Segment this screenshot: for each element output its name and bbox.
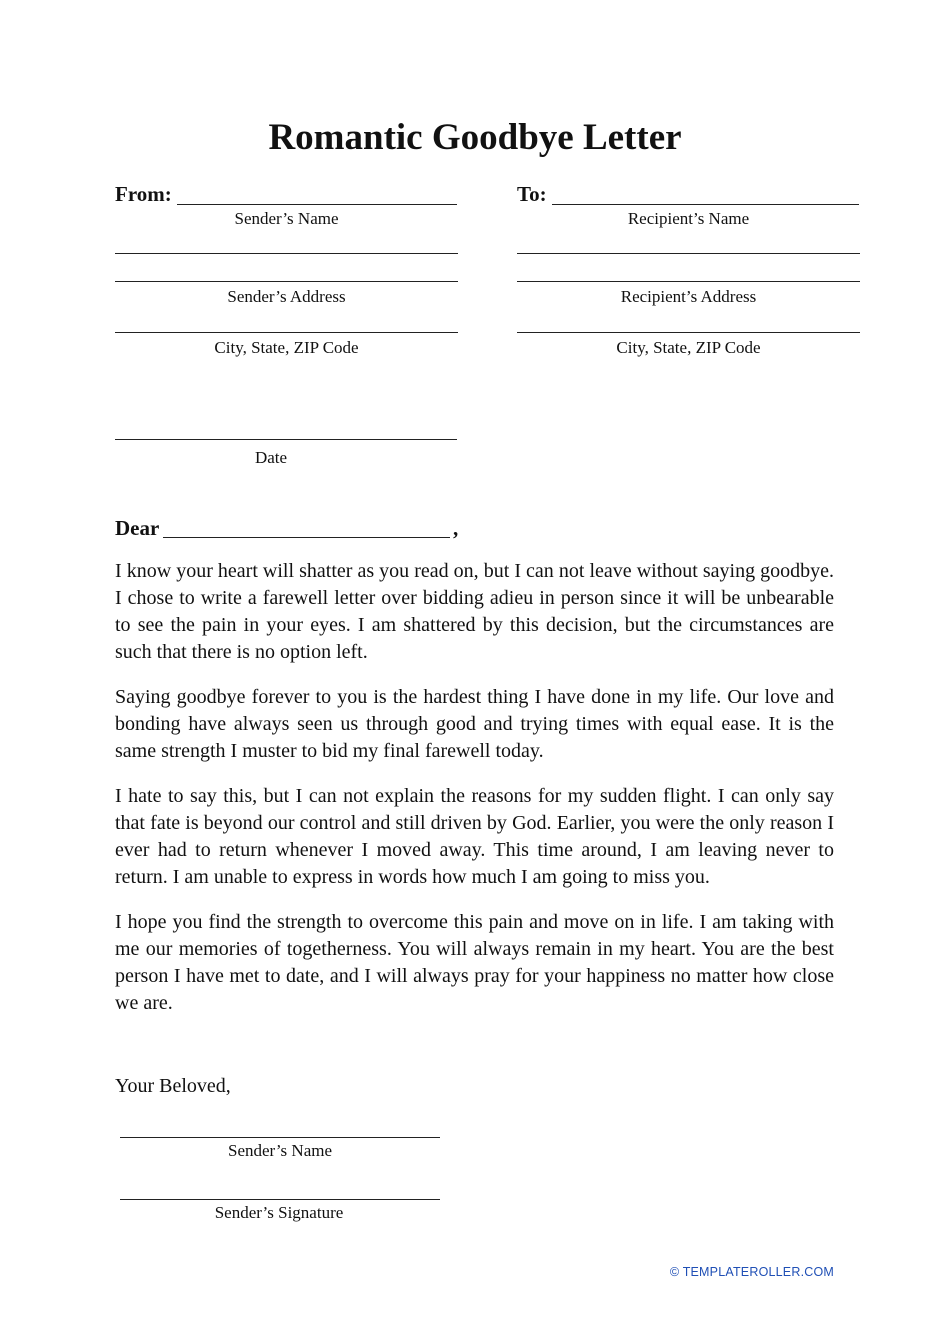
copyright-icon: © <box>669 1265 680 1279</box>
salutation-name-field[interactable] <box>163 537 450 538</box>
recipient-city-field[interactable] <box>517 332 860 333</box>
signature-name-caption: Sender’s Name <box>227 1141 333 1160</box>
sender-city-caption: City, State, ZIP Code <box>214 338 359 357</box>
sender-name-field[interactable] <box>177 204 457 205</box>
to-label: To: <box>517 182 547 206</box>
closing-text: Your Beloved, <box>115 1075 231 1097</box>
body-paragraph: I hope you find the strength to overcome this pain and move on in life. I am taking with me our memories of togetherness. You will always remain in my heart. You are the best person I have met to date, and I will always pray for your happiness no matter how close we are. <box>115 911 834 1014</box>
salutation-comma: , <box>453 516 459 540</box>
body-paragraph: I know your heart will shatter as you read on, but I can not leave without saying goodbye. I chose to write a farewell letter over bidding adieu in person since it will be unbearable to see the pain in your eyes. I am shattered by this decision, but the circumstances are such that there is no option left. <box>115 560 834 663</box>
salutation-label: Dear <box>115 516 160 540</box>
templateroller-link[interactable]: TEMPLATEROLLER.COM <box>682 1265 834 1279</box>
recipient-name-caption: Recipient’s Name <box>627 209 750 228</box>
signature-name-field[interactable] <box>120 1137 440 1138</box>
letter-body <box>115 558 834 1035</box>
recipient-address-line-2[interactable] <box>517 281 860 282</box>
page-title: Romantic Goodbye Letter <box>268 117 682 158</box>
recipient-city-caption: City, State, ZIP Code <box>616 338 761 357</box>
signature-caption: Sender’s Signature <box>214 1203 344 1222</box>
sender-address-line-1[interactable] <box>115 253 458 254</box>
signature-field[interactable] <box>120 1199 440 1200</box>
footer-credit <box>670 1265 834 1279</box>
recipient-name-field[interactable] <box>552 204 859 205</box>
date-field[interactable] <box>115 439 457 440</box>
body-paragraph: I hate to say this, but I can not explain the reasons for my sudden flight. I can only say that fate is beyond our control and still driven by God. Earlier, you were the only reason I ever had to return whenever I moved away. This time around, I am leaving never to return. I am unable to express in words how much I am going to miss you. <box>115 785 834 888</box>
sender-name-caption: Sender’s Name <box>234 209 339 228</box>
sender-address-line-2[interactable] <box>115 281 458 282</box>
sender-address-caption: Sender’s Address <box>227 287 346 306</box>
sender-city-field[interactable] <box>115 332 458 333</box>
date-caption: Date <box>254 448 288 467</box>
body-paragraph: Saying goodbye forever to you is the hardest thing I have done in my life. Our love and bonding have always seen us through good and trying times with equal ease. It is the same strength I muster to bid my final farewell today. <box>115 686 834 762</box>
recipient-address-caption: Recipient’s Address <box>620 287 757 306</box>
from-label: From: <box>115 182 172 206</box>
recipient-address-line-1[interactable] <box>517 253 860 254</box>
